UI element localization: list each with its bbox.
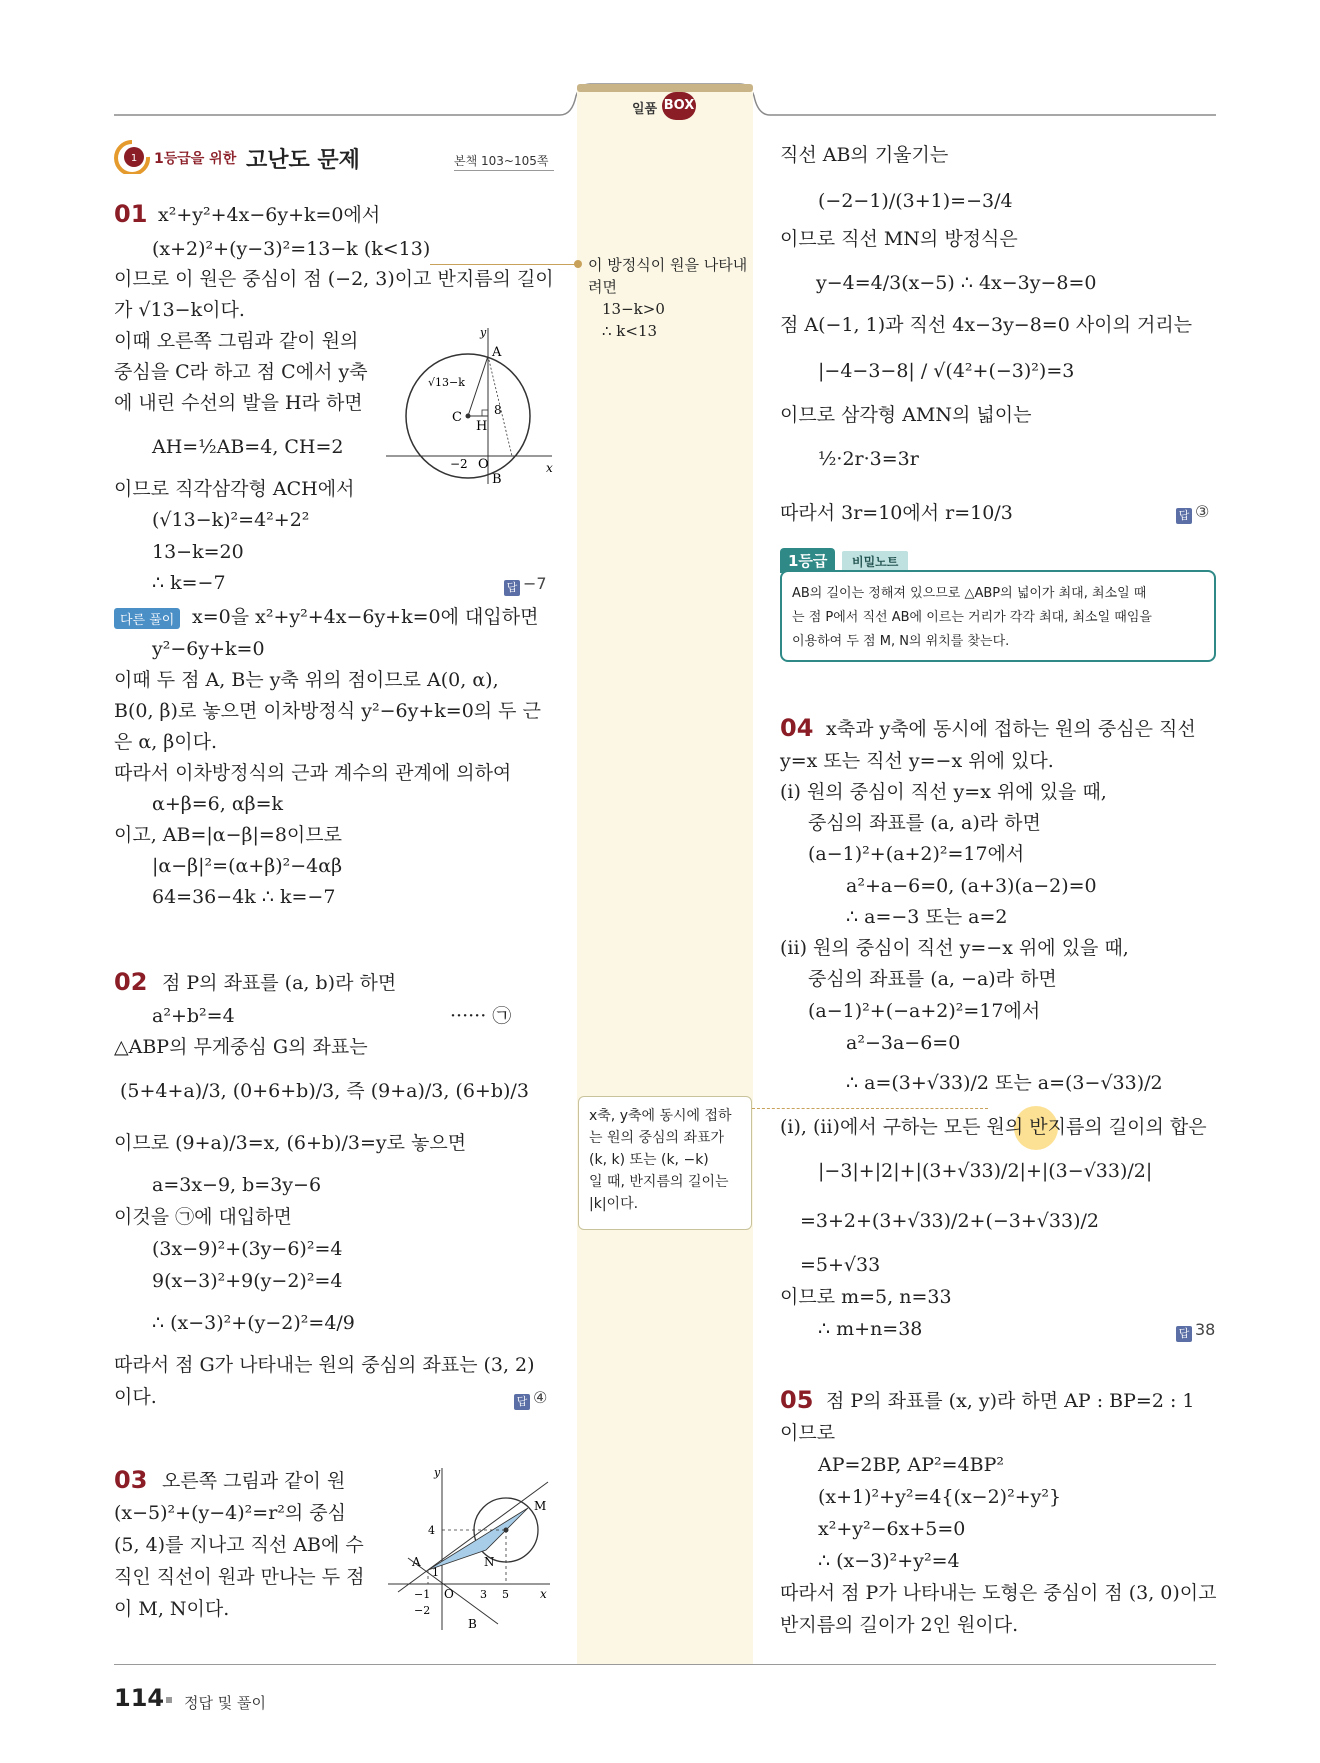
q02-tag: ······ ㉠ xyxy=(450,1005,512,1027)
q02-line: 9(x−3)²+9(y−2)²=4 xyxy=(152,1270,343,1292)
q03-line: 직인 직선이 원과 만나는 두 점 xyxy=(114,1566,365,1588)
q04-line: x축과 y축에 동시에 접하는 원의 중심은 직선 xyxy=(826,718,1196,740)
footer-dot xyxy=(166,1697,172,1703)
q02-answer: 답 ④ xyxy=(514,1388,547,1410)
q04-line: (a−1)²+(a+2)²=17에서 xyxy=(808,843,1025,865)
q04-line: 이므로 m=5, n=33 xyxy=(780,1286,952,1308)
fig1-label-b: B xyxy=(492,472,502,486)
q04-line: (a−1)²+(−a+2)²=17에서 xyxy=(808,1000,1041,1022)
q03r-line: 점 A(−1, 1)과 직선 4x−3y−8=0 사이의 거리는 xyxy=(780,314,1193,336)
q02-line: a²+b²=4 xyxy=(152,1005,235,1027)
q04-line: (i), (ii)에서 구하는 모든 원의 반지름의 길이의 합은 xyxy=(780,1116,1207,1138)
q04-line: ∴ a=(3+√33)/2 또는 a=(3−√33)/2 xyxy=(846,1072,1163,1094)
q04-answer: 답 38 xyxy=(1176,1320,1215,1342)
tip-line: 이용하여 두 점 M, N의 위치를 찾는다. xyxy=(792,634,1010,649)
tip-badge: 1등급 xyxy=(780,548,835,573)
fig3-label-x: x xyxy=(540,1587,547,1601)
side-note-2-line: x축, y축에 동시에 접하 xyxy=(589,1108,732,1124)
q01-line: 중심을 C라 하고 점 C에서 y축 xyxy=(114,361,368,383)
alt-line: 64=36−4k ∴ k=−7 xyxy=(152,886,336,908)
side-note-2-line: (k, k) 또는 (k, −k) xyxy=(589,1152,709,1168)
page-number: 114 xyxy=(114,1684,165,1712)
q04-line: ∴ m+n=38 xyxy=(818,1318,923,1340)
q05-line: 반지름의 길이가 2인 원이다. xyxy=(780,1614,1019,1636)
q03-answer: 답 ③ xyxy=(1176,502,1209,524)
fig3-label-m: M xyxy=(534,1499,547,1513)
side-note-2-line: |k|이다. xyxy=(589,1196,639,1212)
q03-line: (5, 4)를 지나고 직선 AB에 수 xyxy=(114,1534,364,1556)
q02-line: 점 P의 좌표를 (a, b)라 하면 xyxy=(162,972,397,994)
q02-line: 이것을 ㉠에 대입하면 xyxy=(114,1206,292,1228)
fig1-label-o: O xyxy=(478,457,489,472)
fig1-label-a: A xyxy=(492,345,502,360)
section-underline xyxy=(454,170,554,171)
box-header-bar xyxy=(577,84,753,92)
q02-line: (3x−9)²+(3y−6)²=4 xyxy=(152,1238,343,1260)
tip-label: 비밀노트 xyxy=(842,551,908,572)
q04-line: y=x 또는 직선 y=−x 위에 있다. xyxy=(780,750,1054,772)
q04-line: (i) 원의 중심이 직선 y=x 위에 있을 때, xyxy=(780,781,1107,803)
q01-line: 이므로 이 원은 중심이 점 (−2, 3)이고 반지름의 길이 xyxy=(114,268,554,290)
q03r-line: |−4−3−8| / √(4²+(−3)²)=3 xyxy=(818,360,1075,382)
fig1-label-h: H xyxy=(476,419,488,434)
footer-label: 정답 및 풀이 xyxy=(184,1694,266,1712)
q01-line: (√13−k)²=4²+2² xyxy=(152,509,310,531)
alt-line: 이때 두 점 A, B는 y축 위의 점이므로 A(0, α), xyxy=(114,669,499,691)
side-note-1-line: ∴ k<13 xyxy=(602,322,658,340)
q03-line: 오른쪽 그림과 같이 원 xyxy=(162,1470,346,1492)
q02-line: 이므로 (9+a)/3=x, (6+b)/3=y로 놓으면 xyxy=(114,1132,467,1154)
q01-line: ∴ k=−7 xyxy=(152,572,226,594)
alt-line: y²−6y+k=0 xyxy=(152,638,265,660)
q03-figure xyxy=(388,1464,556,1632)
q01-line: AH=½AB=4, CH=2 xyxy=(152,436,344,458)
note-2-leader xyxy=(752,1108,988,1109)
q01-answer: 답 −7 xyxy=(504,574,547,596)
box-label: 일품 xyxy=(632,102,658,117)
q01-line: 13−k=20 xyxy=(152,541,244,563)
alt-solution-label: 다른 풀이 xyxy=(114,608,180,629)
q04-line: |−3|+|2|+|(3+√33)/2|+|(3−√33)/2| xyxy=(818,1160,1153,1182)
side-note-2-line: 는 원의 중심의 좌표가 xyxy=(589,1130,725,1146)
q04-line: a²−3a−6=0 xyxy=(846,1032,961,1054)
q01-line: (x+2)²+(y−3)²=13−k (k<13) xyxy=(152,238,431,260)
q04-line: (ii) 원의 중심이 직선 y=−x 위에 있을 때, xyxy=(780,937,1129,959)
alt-line: 은 α, β이다. xyxy=(114,731,218,753)
q02-line: ∴ (x−3)²+(y−2)²=4/9 xyxy=(152,1312,355,1334)
tip-line: AB의 길이는 정해져 있으므로 △ABP의 넓이가 최대, 최소일 때 xyxy=(792,586,1147,601)
q03r-line: 직선 AB의 기울기는 xyxy=(780,144,949,166)
tip-line: 는 점 P에서 직선 AB에 이르는 거리가 각각 최대, 최소일 때임을 xyxy=(792,610,1152,625)
svg-text:1: 1 xyxy=(130,153,138,164)
q05-line: 따라서 점 P가 나타내는 도형은 중심이 점 (3, 0)이고 xyxy=(780,1582,1217,1604)
side-note-2-line: 일 때, 반지름의 길이는 xyxy=(589,1174,729,1190)
q02-line: (5+4+a)/3, (0+6+b)/3, 즉 (9+a)/3, (6+b)/3 xyxy=(120,1080,529,1102)
q05-line: AP=2BP, AP²=4BP² xyxy=(818,1454,1004,1476)
q02-line: 이다. xyxy=(114,1386,157,1408)
fig1-label-c: C xyxy=(452,410,462,425)
footer-rule xyxy=(114,1664,1216,1665)
section-title-bar xyxy=(114,140,554,174)
alt-line: B(0, β)로 놓으면 이차방정식 y²−6y+k=0의 두 근 xyxy=(114,700,541,722)
alt-line: α+β=6, αβ=k xyxy=(152,793,284,815)
fig1-label-8: 8 xyxy=(494,403,502,417)
note-leader-dot xyxy=(574,260,582,268)
q01-line: x²+y²+4x−6y+k=0에서 xyxy=(158,204,381,226)
side-note-1-line: 이 방정식이 원을 나타내 xyxy=(588,256,748,274)
q04-line: 중심의 좌표를 (a, −a)라 하면 xyxy=(808,968,1057,990)
box-badge: BOX xyxy=(662,92,696,120)
q01-line: 이므로 직각삼각형 ACH에서 xyxy=(114,478,355,500)
alt-line: 이고, AB=|α−β|=8이므로 xyxy=(114,824,342,846)
q03r-line: (−2−1)/(3+1)=−3/4 xyxy=(818,190,1013,212)
q02-line: △ABP의 무게중심 G의 좌표는 xyxy=(114,1036,368,1058)
question-number-01: 01 xyxy=(114,200,148,228)
q04-answer-value: 38 xyxy=(1195,1320,1216,1339)
side-note-2 xyxy=(578,1096,752,1230)
question-number-04: 04 xyxy=(780,714,814,742)
q02-line: a=3x−9, b=3y−6 xyxy=(152,1174,322,1196)
fig3-label-o: O xyxy=(444,1587,454,1601)
q03r-line: 이므로 삼각형 AMN의 넓이는 xyxy=(780,404,1032,426)
section-subtitle: 1등급을 위한 xyxy=(154,151,237,167)
q05-line: 이므로 xyxy=(780,1422,836,1444)
alt-line: |α−β|²=(α+β)²−4αβ xyxy=(152,855,343,877)
q05-line: (x+1)²+y²=4{(x−2)²+y²} xyxy=(818,1486,1062,1508)
q04-line: 중심의 좌표를 (a, a)라 하면 xyxy=(808,812,1041,834)
q04-line: =5+√33 xyxy=(800,1254,881,1276)
q05-line: ∴ (x−3)²+y²=4 xyxy=(818,1550,960,1572)
fig1-label-y: y xyxy=(480,326,487,339)
fig3-label-a: A xyxy=(412,1555,421,1569)
medal-icon xyxy=(114,140,150,174)
q04-line: ∴ a=−3 또는 a=2 xyxy=(846,906,1008,928)
fig3-label-y: y xyxy=(434,1466,441,1479)
fig3-label-neg2: −2 xyxy=(414,1604,431,1617)
alt-solution-badge xyxy=(114,608,180,629)
q01-line: 이때 오른쪽 그림과 같이 원의 xyxy=(114,330,359,352)
q05-line: 점 P의 좌표를 (x, y)라 하면 AP : BP=2 : 1 xyxy=(826,1390,1195,1412)
q04-line: =3+2+(3+√33)/2+(−3+√33)/2 xyxy=(800,1210,1099,1232)
q05-line: x²+y²−6x+5=0 xyxy=(818,1518,966,1540)
q03-answer-value: ③ xyxy=(1195,502,1210,521)
q01-answer-value: −7 xyxy=(523,574,547,593)
fig3-label-3: 3 xyxy=(480,1588,487,1601)
alt-line: 따라서 이차방정식의 근과 계수의 관계에 의하여 xyxy=(114,762,512,784)
section-title: 고난도 문제 xyxy=(246,148,360,173)
fig3-label-1: 1 xyxy=(432,1566,439,1579)
q03r-line: 따라서 3r=10에서 r=10/3 xyxy=(780,502,1013,524)
question-number-05: 05 xyxy=(780,1386,814,1414)
q01-figure xyxy=(386,326,556,486)
q01-line: 에 내린 수선의 발을 H라 하면 xyxy=(114,392,363,414)
fig3-label-neg1: −1 xyxy=(414,1588,431,1601)
fig3-label-4: 4 xyxy=(428,1524,435,1537)
q03r-line: 이므로 직선 MN의 방정식은 xyxy=(780,228,1018,250)
question-number-03: 03 xyxy=(114,1466,148,1494)
fig3-label-b: B xyxy=(468,1617,477,1631)
section-ref: 본책 103~105쪽 xyxy=(454,154,549,168)
q03r-line: y−4=4/3(x−5) ∴ 4x−3y−8=0 xyxy=(816,272,1097,294)
tip-box xyxy=(780,570,1216,662)
q03-line: 이 M, N이다. xyxy=(114,1598,230,1620)
side-note-1-line: 려면 xyxy=(588,278,617,296)
q02-answer-value: ④ xyxy=(533,1388,548,1407)
alt-line: x=0을 x²+y²+4x−6y+k=0에 대입하면 xyxy=(192,606,539,628)
fig3-label-n: N xyxy=(484,1555,495,1569)
note-leader-line xyxy=(430,264,578,265)
fig1-label-neg2: −2 xyxy=(450,457,468,471)
q03r-line: ½·2r·3=3r xyxy=(818,448,919,470)
q03-line: (x−5)²+(y−4)²=r²의 중심 xyxy=(114,1502,346,1524)
fig1-label-radius: √13−k xyxy=(428,376,465,389)
fig3-label-5: 5 xyxy=(502,1588,509,1601)
q02-line: 따라서 점 G가 나타내는 원의 중심의 좌표는 (3, 2) xyxy=(114,1354,535,1376)
q01-line: 가 √13−k이다. xyxy=(114,299,245,321)
side-note-1-line: 13−k>0 xyxy=(602,300,665,318)
q04-line: a²+a−6=0, (a+3)(a−2)=0 xyxy=(846,875,1097,897)
question-number-02: 02 xyxy=(114,968,148,996)
side-note-1 xyxy=(588,254,748,342)
tip-header xyxy=(780,548,930,572)
fig1-label-x: x xyxy=(546,461,553,475)
